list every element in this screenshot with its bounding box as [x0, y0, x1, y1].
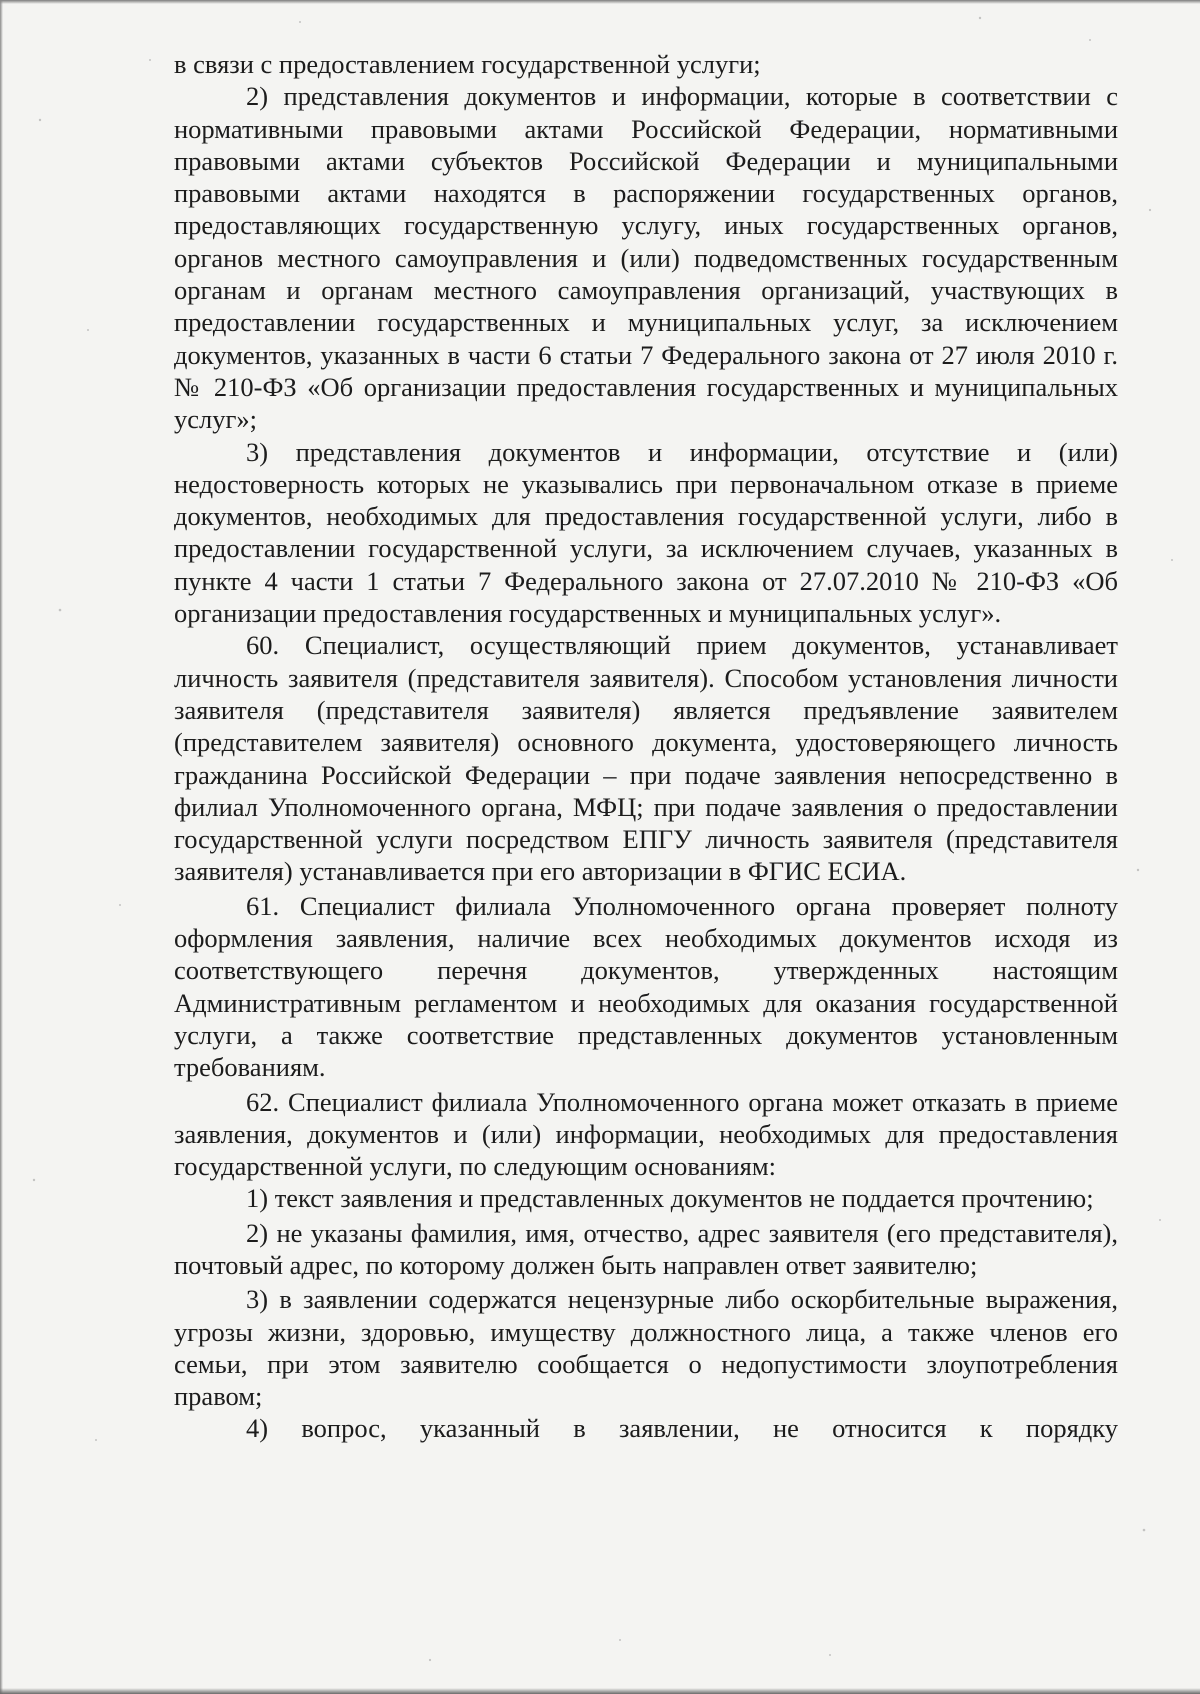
- paragraph-item-2: 2) представления документов и информации, которые в соответствии с нормативными правовыми актами Российской Федерации, нормативными правовыми актами субъектов Российской Федерации и муниципальными правовыми актами находятся в распоряжении государственных органов, предоставляющих государственную услугу, иных государственных органов, органов местного самоуправления и (или) подведомственных государственным органам и органам местного самоуправления организаций, участвующих в предоставлении государственных и муниципальных услуг, за исключением документов, указанных в части 6 статьи 7 Федерального закона от 27 июля 2010 г. № 210-ФЗ «Об организации предоставления государственных и муниципальных услуг»;: [174, 81, 1118, 435]
- paragraph-60: 60. Специалист, осуществляющий прием документов, устанавливает личность заявителя (представителя заявителя). Способом установления личности заявителя (представителя заявителя) является предъявление заявителем (представителем заявителя) основного документа, удостоверяющего личность гражданина Российской Федерации – при подаче заявления непосредственно в филиал Уполномоченного органа, МФЦ; при подаче заявления о предоставлении государственной услуги посредством ЕПГУ личность заявителя (представителя заявителя) устанавливается при его авторизации в ФГИС ЕСИА.: [174, 630, 1118, 887]
- paragraph-62-item-2: 2) не указаны фамилия, имя, отчество, адрес заявителя (его представителя), почтовый адрес, по которому должен быть направлен ответ заявителю;: [174, 1217, 1118, 1280]
- scan-edge-bottom: [0, 1688, 1200, 1694]
- paragraph-continuation: в связи с предоставлением государственной услуги;: [174, 49, 761, 79]
- paragraph-62-item-4: 4) вопрос, указанный в заявлении, не относится к порядку: [246, 1413, 1118, 1444]
- document-body: [174, 48, 1118, 1445]
- paragraph-62-item-3: 3) в заявлении содержатся нецензурные либо оскорбительные выражения, угрозы жизни, здоровью, имуществу должностного лица, а также членов его семьи, при этом заявителю сообщается о недопустимости злоупотребления правом;: [174, 1284, 1118, 1412]
- paragraph-62: 62. Специалист филиала Уполномоченного органа может отказать в приеме заявления, документов и (или) информации, необходимых для предоставления государственной услуги, по следующим основаниям:: [174, 1086, 1118, 1182]
- scan-edge-top: [0, 0, 1200, 4]
- paragraph-62-item-1: 1) текст заявления и представленных документов не поддается прочтению;: [246, 1183, 1094, 1214]
- paragraph-61: 61. Специалист филиала Уполномоченного органа проверяет полноту оформления заявления, наличие всех необходимых документов исходя из соответствующего перечня документов, утвержденных настоящим Административным регламентом и необходимых для оказания государственной услуги, а также соответствие представленных документов установленным требованиям.: [174, 890, 1118, 1083]
- scan-edge-left: [0, 0, 3, 1694]
- paragraph-item-3: 3) представления документов и информации, отсутствие и (или) недостоверность которых не указывались при первоначальном отказе в приеме документов, необходимых для предоставления государственной услуги, либо в предоставлении государственной услуги, за исключением случаев, указанных в пункте 4 части 1 статьи 7 Федерального закона от 27.07.2010 № 210-ФЗ «Об организации предоставления государственных и муниципальных услуг».: [174, 436, 1118, 629]
